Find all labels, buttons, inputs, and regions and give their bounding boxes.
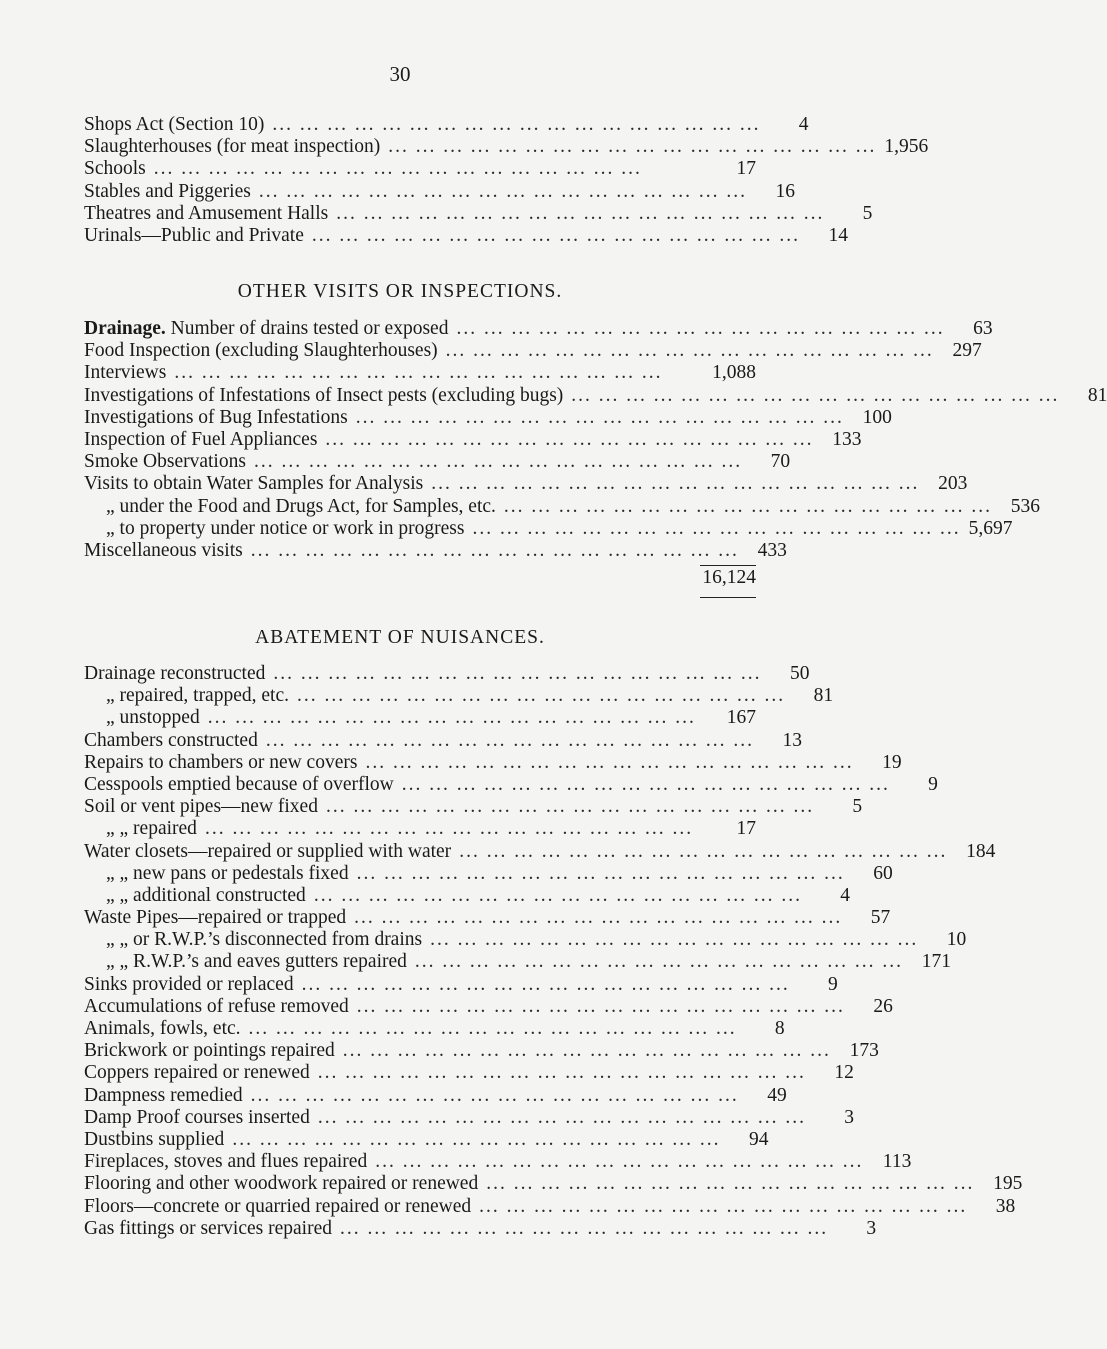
dot-leader: ... ... ... ... ... ... ... ... ... ... ... ... ... ... ... ... ... ... bbox=[313, 884, 802, 906]
list-item bbox=[84, 384, 1107, 407]
list-item bbox=[84, 796, 863, 818]
list-item bbox=[84, 318, 993, 340]
dot-leader: ... ... ... ... ... ... ... ... ... ... ... ... ... ... ... ... ... ... bbox=[356, 995, 845, 1017]
other-visits-list bbox=[84, 318, 1107, 562]
item-label: Drainage reconstructed bbox=[84, 663, 266, 684]
dot-leader: ... ... ... ... ... ... ... ... ... ... ... ... ... ... ... ... ... ... bbox=[342, 1040, 831, 1062]
dot-leader: ... ... ... ... ... ... ... ... ... ... ... ... ... ... ... ... ... ... bbox=[388, 136, 877, 158]
item-label: Theatres and Amusement Halls bbox=[84, 202, 329, 224]
drainage-bold-label: Drainage. bbox=[84, 318, 166, 339]
list-item bbox=[84, 685, 834, 707]
list-item bbox=[84, 1018, 785, 1040]
dot-leader: ... ... ... ... ... ... ... ... ... ... ... ... ... ... ... ... ... ... bbox=[232, 1128, 721, 1150]
dot-leader: ... ... ... ... ... ... ... ... ... ... ... ... ... ... ... ... ... ... bbox=[356, 862, 845, 884]
item-value: 9 bbox=[827, 973, 838, 995]
dot-leader: ... ... ... ... ... ... ... ... ... ... ... ... ... ... ... ... ... ... bbox=[325, 428, 814, 450]
dot-leader: ... ... ... ... ... ... ... ... ... ... ... ... ... ... ... ... ... ... bbox=[317, 1106, 806, 1128]
item-value: 13 bbox=[782, 729, 802, 751]
item-value: 5,697 bbox=[968, 517, 1013, 539]
dot-leader: ... ... ... ... ... ... ... ... ... ... ... ... ... ... ... ... ... ... bbox=[354, 907, 843, 929]
list-item bbox=[84, 818, 756, 840]
list-item bbox=[84, 180, 795, 203]
item-value: 81 bbox=[813, 685, 834, 707]
item-label: Cesspools emptied because of overflow bbox=[84, 773, 394, 795]
dot-leader: ... ... ... ... ... ... ... ... ... ... ... ... ... ... ... ... ... ... bbox=[311, 224, 801, 246]
item-value: 12 bbox=[834, 1062, 854, 1084]
item-label: Miscellaneous visits bbox=[84, 539, 243, 561]
list-item bbox=[84, 406, 892, 429]
item-label: Smoke Observations bbox=[84, 451, 246, 473]
item-value: 50 bbox=[790, 663, 810, 684]
list-item bbox=[84, 1217, 877, 1240]
list-item bbox=[84, 1040, 879, 1062]
dot-leader: ... ... ... ... ... ... ... ... ... ... ... ... ... ... ... ... ... ... bbox=[430, 929, 919, 951]
list-item bbox=[84, 158, 756, 180]
item-value: 4 bbox=[840, 884, 850, 906]
item-label: Inspection of Fuel Appliances bbox=[84, 428, 318, 450]
list-item bbox=[84, 1195, 1016, 1218]
item-label: „ „ R.W.P.’s and eaves gutters repaired bbox=[106, 951, 407, 973]
list-item bbox=[84, 340, 982, 362]
item-label: Water closets—repaired or supplied with water bbox=[84, 840, 452, 862]
item-label: Interviews bbox=[84, 362, 167, 384]
item-label: Stables and Piggeries bbox=[84, 180, 251, 202]
dot-leader: ... ... ... ... ... ... ... ... ... ... ... ... ... ... ... ... ... ... bbox=[414, 951, 904, 973]
list-item bbox=[84, 1084, 787, 1107]
abatement-list bbox=[84, 663, 1023, 1240]
item-label: Repairs to chambers or new covers bbox=[84, 751, 358, 773]
item-value: 3 bbox=[866, 1217, 877, 1239]
item-label: Shops Act (Section 10) bbox=[84, 114, 265, 135]
dot-leader: ... ... ... ... ... ... ... ... ... ... ... ... ... ... ... ... ... ... bbox=[431, 473, 920, 495]
item-value: 81 bbox=[1087, 384, 1107, 406]
list-item bbox=[84, 1062, 854, 1084]
item-value: 10 bbox=[946, 929, 967, 951]
dot-leader: ... ... ... ... ... ... ... ... ... ... ... ... ... ... ... ... ... ... bbox=[340, 1217, 829, 1239]
dot-leader: ... ... ... ... ... ... ... ... ... ... ... ... ... ... ... ... ... ... bbox=[250, 539, 739, 561]
item-label: Soil or vent pipes—new fixed bbox=[84, 796, 318, 818]
item-value: 57 bbox=[870, 907, 891, 929]
dot-leader: ... ... ... ... ... ... ... ... ... ... ... ... ... ... ... ... ... ... bbox=[153, 158, 642, 180]
list-item bbox=[84, 202, 873, 225]
item-label: Floors—concrete or quarried repaired or renewed bbox=[84, 1195, 472, 1217]
item-value: 100 bbox=[862, 406, 892, 428]
item-label: Dampness remedied bbox=[84, 1084, 243, 1106]
item-value: 184 bbox=[966, 840, 996, 862]
list-item bbox=[84, 451, 791, 473]
list-item bbox=[84, 1128, 769, 1151]
list-item bbox=[84, 1106, 854, 1129]
item-value: 17 bbox=[736, 818, 756, 840]
list-item bbox=[84, 663, 810, 685]
item-label: Brickwork or pointings repaired bbox=[84, 1040, 335, 1062]
item-value: 4 bbox=[798, 114, 809, 135]
item-label-text: Number of drains tested or exposed bbox=[170, 318, 449, 339]
abatement-heading: ABATEMENT OF NUISANCES. bbox=[255, 627, 545, 648]
item-value: 8 bbox=[774, 1018, 785, 1039]
list-item bbox=[84, 929, 967, 951]
dot-leader: ... ... ... ... ... ... ... ... ... ... ... ... ... ... ... ... ... ... bbox=[272, 114, 761, 135]
item-value: 38 bbox=[995, 1195, 1016, 1217]
dot-leader: ... ... ... ... ... ... ... ... ... ... ... ... ... ... ... ... ... ... bbox=[571, 384, 1060, 406]
dot-leader: ... ... ... ... ... ... ... ... ... ... ... ... ... ... ... ... ... ... bbox=[248, 1018, 737, 1039]
item-label: Gas fittings or services repaired bbox=[84, 1217, 332, 1239]
item-label: Investigations of Bug Infestations bbox=[84, 406, 348, 428]
item-value: 63 bbox=[973, 318, 993, 339]
other-visits-total: 16,124 bbox=[702, 567, 756, 588]
total-rule-bottom bbox=[700, 597, 756, 598]
item-value: 133 bbox=[832, 428, 862, 450]
list-item bbox=[84, 539, 787, 562]
list-item bbox=[84, 224, 849, 247]
item-label: Schools bbox=[84, 158, 146, 180]
item-label: „ „ new pans or pedestals fixed bbox=[106, 862, 349, 884]
list-item bbox=[84, 1151, 912, 1173]
dot-leader: ... ... ... ... ... ... ... ... ... ... ... ... ... ... ... ... ... ... bbox=[207, 707, 696, 729]
item-value: 5 bbox=[852, 796, 863, 818]
dot-leader: ... ... ... ... ... ... ... ... ... ... ... ... ... ... ... ... ... ... bbox=[273, 663, 762, 684]
item-value: 5 bbox=[862, 202, 873, 224]
item-label: Coppers repaired or renewed bbox=[84, 1062, 310, 1084]
list-item bbox=[84, 951, 952, 973]
list-item bbox=[84, 729, 802, 752]
list-item bbox=[84, 362, 756, 384]
dot-leader: ... ... ... ... ... ... ... ... ... ... ... ... ... ... ... ... ... ... bbox=[296, 685, 786, 707]
item-label: Animals, fowls, etc. bbox=[84, 1018, 241, 1039]
item-label: „ to property under notice or work in progress bbox=[106, 517, 465, 539]
item-label: „ „ additional constructed bbox=[106, 884, 306, 906]
list-item bbox=[84, 517, 1013, 540]
dot-leader: ... ... ... ... ... ... ... ... ... ... ... ... ... ... ... ... ... ... bbox=[456, 318, 945, 339]
item-label: Flooring and other woodwork repaired or renewed bbox=[84, 1173, 479, 1195]
list-item bbox=[84, 1173, 1023, 1195]
list-item bbox=[84, 114, 809, 136]
dot-leader: ... ... ... ... ... ... ... ... ... ... ... ... ... ... ... ... ... ... bbox=[401, 773, 890, 795]
item-value: 14 bbox=[828, 224, 849, 246]
top-list bbox=[84, 114, 929, 247]
total-rule-top bbox=[700, 565, 756, 566]
item-value: 1,956 bbox=[884, 136, 929, 158]
item-value: 536 bbox=[1010, 495, 1041, 517]
list-item bbox=[84, 907, 891, 929]
item-value: 17 bbox=[736, 158, 756, 180]
item-value: 16 bbox=[775, 180, 795, 202]
item-value: 60 bbox=[873, 862, 893, 884]
item-label: Urinals—Public and Private bbox=[84, 224, 304, 246]
item-label: „ „ or R.W.P.’s disconnected from drains bbox=[106, 929, 423, 951]
item-value: 1,088 bbox=[712, 362, 756, 384]
dot-leader: ... ... ... ... ... ... ... ... ... ... ... ... ... ... ... ... ... ... bbox=[486, 1173, 975, 1195]
list-item bbox=[84, 707, 756, 729]
dot-leader: ... ... ... ... ... ... ... ... ... ... ... ... ... ... ... ... ... ... bbox=[365, 751, 854, 773]
item-value: 94 bbox=[748, 1128, 769, 1150]
list-item bbox=[84, 862, 893, 885]
list-item bbox=[84, 495, 1041, 518]
item-label: „ unstopped bbox=[106, 707, 200, 729]
item-value: 173 bbox=[849, 1040, 879, 1062]
item-label: Sinks provided or replaced bbox=[84, 973, 294, 995]
list-item bbox=[84, 840, 996, 863]
list-item bbox=[84, 773, 938, 796]
list-item bbox=[84, 995, 893, 1018]
dot-leader: ... ... ... ... ... ... ... ... ... ... ... ... ... ... ... ... ... ... bbox=[325, 796, 815, 818]
list-item bbox=[84, 136, 929, 158]
item-value: 167 bbox=[726, 707, 756, 729]
item-label: „ under the Food and Drugs Act, for Samples, etc. bbox=[106, 495, 496, 517]
dot-leader: ... ... ... ... ... ... ... ... ... ... ... ... ... ... ... ... ... ... bbox=[301, 973, 790, 995]
other-visits-heading: OTHER VISITS OR INSPECTIONS. bbox=[237, 281, 563, 302]
list-item bbox=[84, 751, 902, 774]
item-value: 26 bbox=[873, 995, 893, 1017]
item-value: 3 bbox=[844, 1106, 854, 1128]
item-label: Fireplaces, stoves and flues repaired bbox=[84, 1151, 368, 1173]
dot-leader: ... ... ... ... ... ... ... ... ... ... ... ... ... ... ... ... ... ... bbox=[503, 495, 993, 517]
dot-leader: ... ... ... ... ... ... ... ... ... ... ... ... ... ... ... ... ... ... bbox=[375, 1151, 864, 1173]
item-value: 49 bbox=[767, 1084, 787, 1106]
item-label: Chambers constructed bbox=[84, 729, 258, 751]
list-item bbox=[84, 884, 850, 907]
item-value: 297 bbox=[952, 340, 982, 362]
item-value: 113 bbox=[882, 1151, 912, 1173]
dot-leader: ... ... ... ... ... ... ... ... ... ... ... ... ... ... ... ... ... ... bbox=[472, 517, 961, 539]
item-value: 433 bbox=[757, 539, 787, 561]
list-item bbox=[84, 973, 838, 996]
item-value: 171 bbox=[921, 951, 952, 973]
dot-leader: ... ... ... ... ... ... ... ... ... ... ... ... ... ... ... ... ... ... bbox=[253, 451, 743, 473]
item-value: 195 bbox=[993, 1173, 1023, 1195]
list-item bbox=[84, 473, 968, 495]
item-value: 70 bbox=[770, 451, 791, 473]
dot-leader: ... ... ... ... ... ... ... ... ... ... ... ... ... ... ... ... ... ... bbox=[265, 729, 754, 751]
item-label: Waste Pipes—repaired or trapped bbox=[84, 907, 347, 929]
item-label: Slaughterhouses (for meat inspection) bbox=[84, 136, 381, 158]
dot-leader: ... ... ... ... ... ... ... ... ... ... ... ... ... ... ... ... ... ... bbox=[204, 818, 694, 840]
item-value: 19 bbox=[882, 751, 902, 773]
dot-leader: ... ... ... ... ... ... ... ... ... ... ... ... ... ... ... ... ... ... bbox=[459, 840, 948, 862]
dot-leader: ... ... ... ... ... ... ... ... ... ... ... ... ... ... ... ... ... ... bbox=[250, 1084, 739, 1106]
dot-leader: ... ... ... ... ... ... ... ... ... ... ... ... ... ... ... ... ... ... bbox=[258, 180, 747, 202]
dot-leader: ... ... ... ... ... ... ... ... ... ... ... ... ... ... ... ... ... ... bbox=[317, 1062, 806, 1084]
page-number: 30 bbox=[389, 62, 411, 86]
item-value: 9 bbox=[928, 773, 938, 795]
item-label: Damp Proof courses inserted bbox=[84, 1106, 310, 1128]
item-label: Dustbins supplied bbox=[84, 1128, 225, 1150]
item-label: Accumulations of refuse removed bbox=[84, 995, 349, 1017]
dot-leader: ... ... ... ... ... ... ... ... ... ... ... ... ... ... ... ... ... ... bbox=[355, 406, 844, 428]
item-label: Investigations of Infestations of Insect pests (excluding bugs) bbox=[84, 384, 564, 406]
dot-leader: ... ... ... ... ... ... ... ... ... ... ... ... ... ... ... ... ... ... bbox=[336, 202, 825, 224]
item-label bbox=[84, 318, 448, 340]
item-value: 203 bbox=[938, 473, 968, 495]
dot-leader: ... ... ... ... ... ... ... ... ... ... ... ... ... ... ... ... ... ... bbox=[174, 362, 663, 384]
dot-leader: ... ... ... ... ... ... ... ... ... ... ... ... ... ... ... ... ... ... bbox=[479, 1195, 968, 1217]
dot-leader: ... ... ... ... ... ... ... ... ... ... ... ... ... ... ... ... ... ... bbox=[445, 340, 934, 362]
item-label: „ „ repaired bbox=[106, 818, 197, 840]
item-label: „ repaired, trapped, etc. bbox=[106, 685, 289, 707]
item-label: Visits to obtain Water Samples for Analysis bbox=[84, 473, 424, 495]
list-item bbox=[84, 428, 862, 451]
item-label: Food Inspection (excluding Slaughterhouses) bbox=[84, 340, 438, 362]
